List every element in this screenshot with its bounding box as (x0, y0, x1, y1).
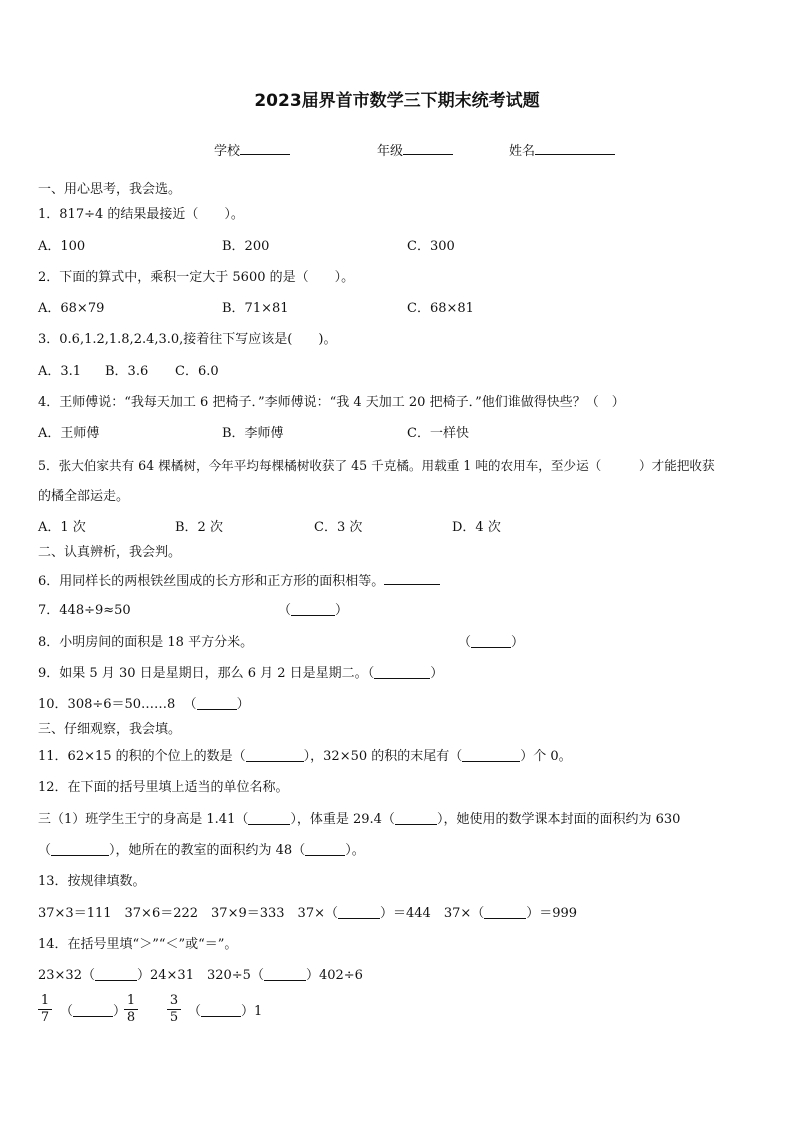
q12-text-d: （ (38, 843, 52, 858)
q3-option-b[interactable]: B．3.6 (105, 364, 149, 379)
fraction-1-8 (124, 994, 138, 1026)
question-6-text: 6．用同样长的两根铁丝围成的长方形和正方形的面积相等。 (38, 574, 385, 589)
question-8: 8．小明房间的面积是 18 平方分米。 (38, 635, 254, 650)
q6-answer-blank[interactable] (384, 570, 440, 585)
q12-blank-1[interactable] (248, 811, 290, 825)
q13-blank-2[interactable] (484, 905, 526, 919)
q11-text-b: ），32×50 的积的末尾有（ (303, 749, 463, 764)
q14-text-b: ）24×31 320÷5（ (136, 968, 264, 983)
q12-line-1 (38, 811, 680, 829)
grade-field (377, 140, 453, 159)
q14-blank-3[interactable] (73, 1003, 113, 1017)
q13-text-b: ）＝444 37×（ (380, 906, 485, 921)
q14-row-1 (38, 967, 363, 985)
q3-option-c[interactable]: C．6.0 (175, 364, 219, 379)
q14-text-a: 23×32（ (38, 968, 95, 983)
question-5-line-1: 5．张大伯家共有 64 棵橘树，今年平均每棵橘树收获了 45 千克橘。用载重 1 吨的农用车，至少运（ ）才能把收获 (38, 458, 715, 473)
question-7: 7．448÷9≈50 (38, 603, 131, 618)
q11-text-c: ）个 0。 (520, 749, 572, 764)
question-14: 14．在括号里填“＞”“＜”或“＝”。 (38, 937, 238, 952)
paren-left: （ (60, 1004, 74, 1019)
fraction-numerator: 1 (38, 994, 52, 1010)
name-label: 姓名 (509, 144, 536, 159)
question-12: 12．在下面的括号里填上适当的单位名称。 (38, 780, 289, 795)
grade-blank[interactable] (403, 140, 453, 155)
q8-answer-paren[interactable] (458, 634, 524, 652)
question-5-line-2: 的橘全部运走。 (38, 489, 130, 504)
school-field (214, 140, 290, 159)
question-9-text: 9．如果 5 月 30 日是星期日，那么 6 月 2 日是星期二。 (38, 666, 368, 681)
q13-sequence (38, 905, 577, 923)
grade-label: 年级 (377, 144, 404, 159)
q12-text-c: ），她使用的数学课本封面的面积约为 630 (436, 812, 681, 827)
paren-left: （ (458, 635, 472, 650)
page-title: 2023届界首市数学三下期末统考试题 (254, 91, 540, 111)
q3-option-a[interactable]: A．3.1 (38, 364, 82, 379)
q14-frac-compare-1 (60, 1003, 126, 1021)
name-blank[interactable] (535, 140, 615, 155)
q14-blank-4[interactable] (201, 1003, 241, 1017)
q11-blank-2[interactable] (462, 748, 520, 762)
q12-text-a: 三（1）班学生王宁的身高是 1.41（ (38, 812, 249, 827)
q13-text-c: ）＝999 (526, 906, 578, 921)
q12-blank-3[interactable] (51, 842, 109, 856)
fraction-denominator: 7 (40, 1010, 50, 1025)
q14-blank-2[interactable] (264, 967, 306, 981)
number-one: 1 (254, 1004, 263, 1019)
q7-answer-blank[interactable] (291, 602, 335, 616)
paren-left: （ (367, 666, 375, 681)
q14-text-c: ）402÷6 (305, 968, 363, 983)
q10-answer-blank[interactable] (197, 696, 237, 710)
paren-left: （ (188, 1004, 202, 1019)
name-field (509, 140, 615, 159)
q14-blank-1[interactable] (95, 967, 137, 981)
q12-blank-4[interactable] (305, 842, 345, 856)
q13-text-a: 37×3＝111 37×6＝222 37×9＝333 37×（ (38, 906, 338, 921)
question-2: 2．下面的算式中，乘积一定大于 5600 的是（ ）。 (38, 270, 355, 285)
question-4: 4．王师傅说：“我每天加工 6 把椅子．”李师傅说：“我 4 天加工 20 把椅子．”他们谁做得快些？（ ） (38, 395, 625, 410)
fraction-1-7 (38, 994, 52, 1026)
q4-option-b[interactable]: B．李师傅 (222, 426, 284, 441)
q5-option-c[interactable]: C．3 次 (314, 520, 363, 535)
q9-answer-blank[interactable] (374, 665, 430, 679)
question-3: 3．0.6,1.2,1.8,2.4,3.0,接着往下写应该是( )。 (38, 332, 337, 347)
q2-option-c[interactable]: C．68×81 (407, 301, 474, 316)
question-9 (38, 665, 443, 683)
fraction-3-5 (167, 994, 181, 1026)
section-1-heading: 一、用心思考，我会选。 (38, 182, 182, 197)
q2-option-b[interactable]: B．71×81 (222, 301, 289, 316)
q11-text-a: 11．62×15 的积的个位上的数是（ (38, 749, 246, 764)
question-1: 1．817÷4 的结果最接近（ ）。 (38, 207, 244, 222)
q1-option-c[interactable]: C．300 (407, 239, 455, 254)
paren-right: ） (511, 635, 525, 650)
q12-line-2 (38, 842, 365, 860)
paren-right: ） (241, 1004, 255, 1019)
q5-option-a[interactable]: A．1 次 (38, 520, 86, 535)
q12-text-e: ），她所在的教室的面积约为 48（ (109, 843, 306, 858)
question-13: 13．按规律填数。 (38, 874, 146, 889)
q12-blank-2[interactable] (395, 811, 437, 825)
q12-text-f: ）。 (345, 843, 365, 858)
q12-text-b: ），体重是 29.4（ (290, 812, 395, 827)
section-2-heading: 二、认真辨析，我会判。 (38, 545, 182, 560)
paren-right: ） (430, 666, 444, 681)
paren-right: ） (335, 603, 349, 618)
fraction-denominator: 8 (126, 1010, 136, 1025)
school-label: 学校 (214, 144, 241, 159)
q4-option-a[interactable]: A．王师傅 (38, 426, 100, 441)
fraction-numerator: 1 (124, 994, 138, 1010)
q2-option-a[interactable]: A．68×79 (38, 301, 105, 316)
q14-frac-compare-2 (188, 1003, 262, 1021)
q11-blank-1[interactable] (246, 748, 304, 762)
paren-left: （ (278, 603, 292, 618)
question-10 (38, 696, 250, 714)
school-blank[interactable] (240, 140, 290, 155)
q1-option-b[interactable]: B．200 (222, 239, 270, 254)
paren-left: （ (183, 697, 197, 712)
q13-blank-1[interactable] (338, 905, 380, 919)
q5-option-d[interactable]: D．4 次 (452, 520, 501, 535)
fraction-numerator: 3 (167, 994, 181, 1010)
q8-answer-blank[interactable] (471, 634, 511, 648)
q7-answer-paren[interactable] (278, 602, 348, 620)
q5-option-b[interactable]: B．2 次 (175, 520, 223, 535)
question-11 (38, 748, 572, 766)
paren-right: ） (113, 1004, 127, 1019)
question-10-text: 10．308÷6＝50……8 (38, 697, 176, 712)
section-3-heading: 三、仔细观察，我会填。 (38, 722, 182, 737)
q1-option-a[interactable]: A．100 (38, 239, 86, 254)
q4-option-c[interactable]: C．一样快 (407, 426, 469, 441)
question-6 (38, 570, 440, 591)
fraction-denominator: 5 (169, 1010, 179, 1025)
paren-right: ） (236, 697, 250, 712)
